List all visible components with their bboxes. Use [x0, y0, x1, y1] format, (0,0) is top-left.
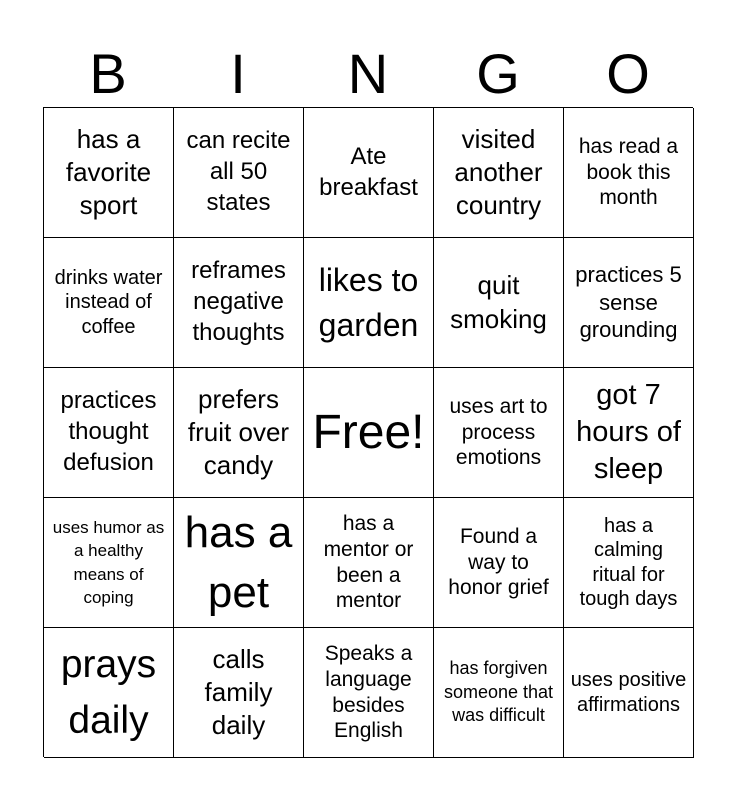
bingo-cell[interactable] — [44, 368, 174, 498]
bingo-cell[interactable] — [44, 108, 174, 238]
cell-text: uses positive affirmations — [570, 669, 687, 716]
bingo-cell[interactable] — [434, 498, 564, 628]
cell-text: likes to garden — [318, 262, 419, 343]
cell-text: practices 5 sense grounding — [575, 261, 682, 343]
bingo-cell[interactable] — [44, 628, 174, 758]
cell-text: has a calming ritual for tough days — [579, 514, 678, 610]
bingo-cell[interactable] — [434, 368, 564, 498]
cell-text: has a mentor or been a mentor — [323, 512, 414, 613]
free-space[interactable] — [304, 368, 434, 498]
header-letter-o: O — [606, 42, 650, 105]
bingo-cell[interactable] — [434, 108, 564, 238]
header-letter-b: B — [89, 42, 127, 105]
bingo-cell[interactable] — [304, 628, 434, 758]
cell-text: reframes negative thoughts — [191, 257, 286, 346]
header-letter-g: G — [476, 42, 520, 105]
cell-text: Ate breakfast — [319, 142, 418, 201]
bingo-cell[interactable] — [174, 108, 304, 238]
cell-text: has a pet — [184, 508, 293, 617]
cell-text: has read a book this month — [578, 135, 679, 210]
cell-text: can recite all 50 states — [186, 127, 291, 216]
bingo-cell[interactable] — [434, 628, 564, 758]
bingo-cell[interactable] — [564, 628, 694, 758]
header-letter-i: I — [230, 42, 246, 105]
bingo-cell[interactable] — [174, 498, 304, 628]
bingo-cell[interactable] — [174, 368, 304, 498]
header-letter-n: N — [347, 42, 389, 105]
cell-text: has forgiven someone that was difficult — [443, 657, 554, 726]
bingo-cell[interactable] — [564, 238, 694, 368]
cell-text: has a favorite sport — [65, 123, 152, 220]
cell-text: calls family daily — [204, 643, 273, 740]
bingo-cell[interactable] — [304, 238, 434, 368]
cell-text: quit smoking — [450, 270, 547, 334]
bingo-cell[interactable] — [44, 238, 174, 368]
cell-text: got 7 hours of sleep — [576, 379, 681, 485]
cell-text: practices thought defusion — [60, 387, 157, 476]
cell-text: uses art to process emotions — [449, 395, 548, 470]
cell-text: Found a way to honor grief — [448, 525, 549, 600]
bingo-cell[interactable] — [304, 498, 434, 628]
bingo-cell[interactable] — [564, 108, 694, 238]
bingo-cell[interactable] — [44, 498, 174, 628]
bingo-cell[interactable] — [434, 238, 564, 368]
bingo-header — [43, 40, 693, 108]
cell-text: drinks water instead of coffee — [54, 266, 163, 338]
cell-text: Speaks a language besides English — [324, 642, 413, 743]
cell-text: visited another country — [454, 123, 543, 220]
cell-text: uses humor as a healthy means of coping — [52, 517, 165, 607]
cell-text: prefers fruit over candy — [187, 383, 290, 480]
bingo-cell[interactable] — [174, 238, 304, 368]
bingo-cell[interactable] — [564, 498, 694, 628]
bingo-cell[interactable] — [304, 108, 434, 238]
cell-text: prays daily — [60, 643, 157, 742]
bingo-board — [43, 107, 693, 757]
cell-text: Free! — [312, 405, 425, 459]
bingo-cell[interactable] — [564, 368, 694, 498]
bingo-cell[interactable] — [174, 628, 304, 758]
